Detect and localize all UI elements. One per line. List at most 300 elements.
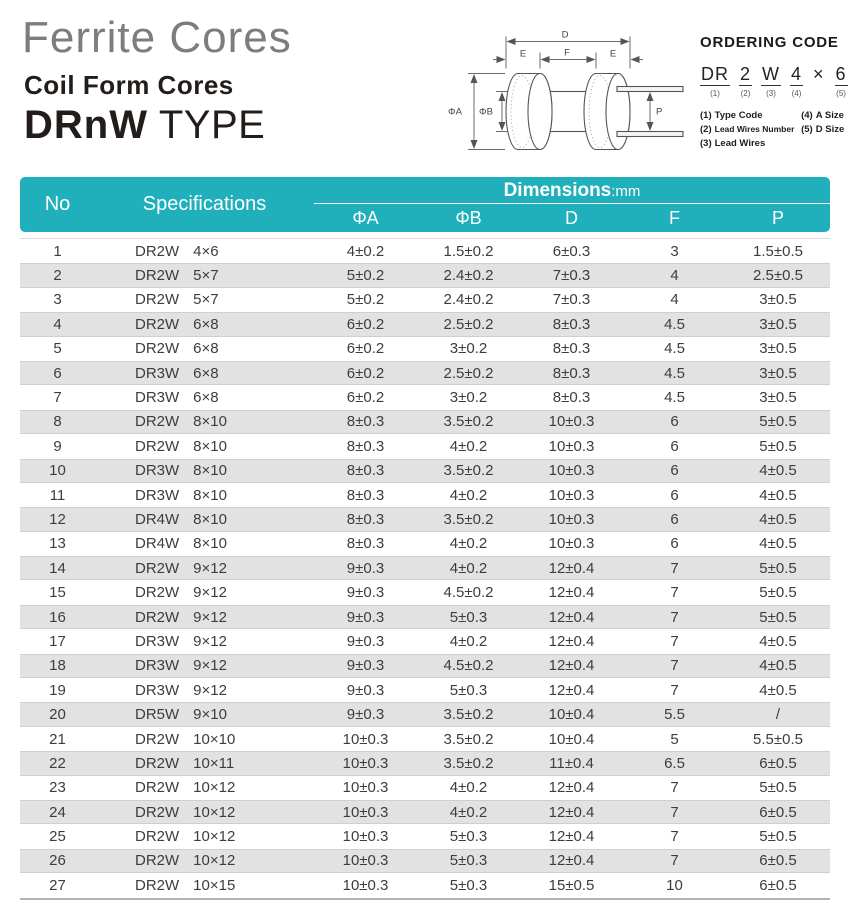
cell-P: 4±0.5 (759, 632, 797, 650)
cell-no: 17 (49, 632, 66, 650)
cell-P: 3±0.5 (759, 364, 797, 382)
spec-size: 10×12 (193, 779, 236, 797)
table-row (20, 824, 830, 848)
table-row (20, 580, 830, 604)
cell-no: 20 (49, 706, 66, 724)
cell-phiB: 5±0.3 (449, 828, 488, 846)
spec-series: DR2W (135, 559, 180, 577)
table-row (20, 239, 830, 263)
cell-no: 11 (49, 486, 66, 504)
cell-specification (95, 243, 314, 260)
table-row (20, 727, 830, 751)
table-row (20, 849, 830, 873)
table-row (20, 263, 830, 287)
spec-size: 8×10 (193, 486, 227, 504)
core-dimension-diagram (438, 10, 690, 170)
cell-specification (95, 682, 314, 699)
cell-phiB: 2.4±0.2 (443, 291, 494, 309)
spec-size: 6×8 (193, 389, 219, 407)
type-title (24, 103, 292, 148)
cell-no: 10 (49, 462, 66, 480)
cell-no: 23 (49, 779, 66, 797)
cell-phiA: 6±0.2 (346, 340, 385, 358)
table-header (20, 177, 830, 232)
cell-P: 5±0.5 (759, 608, 797, 626)
cell-D: 12±0.4 (548, 803, 595, 821)
spec-size: 5×7 (193, 267, 219, 285)
cell-P: 5±0.5 (759, 584, 797, 602)
cell-specification (95, 731, 314, 748)
spec-size: 6×8 (193, 315, 219, 333)
table-row (20, 702, 830, 726)
cell-phiA: 8±0.3 (346, 462, 385, 480)
spec-size: 8×10 (193, 462, 227, 480)
cell-specification (95, 609, 314, 626)
cell-F: 7 (670, 584, 679, 602)
cell-phiA: 10±0.3 (342, 730, 389, 748)
cell-phiB: 1.5±0.2 (443, 242, 494, 260)
table-row (20, 873, 830, 897)
cell-D: 8±0.3 (552, 364, 591, 382)
cell-F: 6 (670, 510, 679, 528)
cell-F: 4 (670, 291, 679, 309)
cell-F: 6 (670, 462, 679, 480)
spec-series: DR4W (135, 510, 180, 528)
cell-phiA: 4±0.2 (346, 242, 385, 260)
cell-specification (95, 706, 314, 723)
cell-phiA: 9±0.3 (346, 608, 385, 626)
lead-wire-bottom (617, 132, 683, 137)
spec-series: DR2W (135, 730, 180, 748)
cell-specification (95, 413, 314, 430)
spec-series: DR2W (135, 779, 180, 797)
cell-P: / (775, 706, 781, 724)
cell-D: 12±0.4 (548, 632, 595, 650)
cell-specification (95, 560, 314, 577)
cell-specification (95, 779, 314, 796)
cell-no: 22 (49, 754, 66, 772)
legend-item-3: (3) Lead Wires (700, 137, 766, 149)
cell-F: 7 (670, 681, 679, 699)
column-header-phiA: ΦA (352, 207, 379, 228)
table-row (20, 459, 830, 483)
cell-phiB: 2.4±0.2 (443, 267, 494, 285)
cell-F: 7 (670, 632, 679, 650)
spec-series: DR2W (135, 291, 180, 309)
spec-series: DR3W (135, 364, 180, 382)
spec-size: 9×12 (193, 657, 227, 675)
cell-specification (95, 316, 314, 333)
lead-wire-top (617, 87, 683, 92)
cell-specification (95, 852, 314, 869)
cell-no: 9 (53, 437, 62, 455)
cell-specification (95, 535, 314, 552)
cell-no: 21 (49, 730, 66, 748)
cell-specification (95, 657, 314, 674)
cell-specification (95, 877, 314, 894)
cell-F: 7 (670, 559, 679, 577)
column-header-P: P (771, 207, 784, 228)
spec-size: 8×10 (193, 510, 227, 528)
cell-phiB: 3.5±0.2 (443, 706, 494, 724)
cell-phiA: 9±0.3 (346, 681, 385, 699)
column-header-F: F (669, 207, 680, 228)
cell-P: 5±0.5 (759, 413, 797, 431)
cell-no: 14 (49, 559, 66, 577)
cell-F: 6 (670, 413, 679, 431)
cell-P: 3±0.5 (759, 340, 797, 358)
table-row (20, 556, 830, 580)
cell-phiB: 4.5±0.2 (443, 584, 494, 602)
spec-size: 9×12 (193, 632, 227, 650)
code-segment-leadwires: W (3) (762, 64, 781, 98)
spec-size: 8×10 (193, 535, 227, 553)
dim-label-P: P (656, 106, 663, 118)
cell-F: 7 (670, 779, 679, 797)
cell-phiA: 5±0.2 (346, 267, 385, 285)
cell-D: 10±0.3 (548, 535, 595, 553)
spec-size: 8×10 (193, 437, 227, 455)
ordering-code-title: ORDERING CODE (700, 34, 839, 51)
table-body (20, 238, 830, 900)
cell-specification (95, 755, 314, 772)
table-row (20, 629, 830, 653)
table-row (20, 678, 830, 702)
cell-phiA: 6±0.2 (346, 315, 385, 333)
page-title: Ferrite Cores (22, 13, 292, 62)
dim-label-phiB: ΦB (479, 106, 493, 118)
legend-item-1: (1) Type Code (700, 109, 763, 121)
core-drawing-svg (438, 10, 690, 170)
table-row (20, 532, 830, 556)
cell-D: 10±0.4 (548, 730, 595, 748)
spec-size: 10×15 (193, 876, 236, 894)
cell-phiA: 9±0.3 (346, 584, 385, 602)
cell-no: 19 (49, 681, 66, 699)
cell-phiA: 9±0.3 (346, 657, 385, 675)
spec-series: DR2W (135, 608, 180, 626)
table-row (20, 507, 830, 531)
table-row (20, 434, 830, 458)
cell-P: 5±0.5 (759, 437, 797, 455)
spec-series: DR2W (135, 242, 180, 260)
cell-D: 10±0.3 (548, 510, 595, 528)
cell-D: 7±0.3 (552, 267, 591, 285)
cell-phiA: 10±0.3 (342, 828, 389, 846)
cell-no: 25 (49, 828, 66, 846)
cell-D: 12±0.4 (548, 559, 595, 577)
cell-F: 6 (670, 437, 679, 455)
ordering-code-block (700, 34, 846, 149)
cell-phiB: 3±0.2 (449, 389, 488, 407)
cell-no: 4 (53, 315, 62, 333)
cell-phiA: 10±0.3 (342, 876, 389, 894)
spec-series: DR2W (135, 852, 180, 870)
specifications-table (20, 177, 830, 900)
cell-F: 7 (670, 852, 679, 870)
table-row (20, 410, 830, 434)
cell-F: 6.5 (664, 754, 685, 772)
cell-P: 6±0.5 (759, 876, 797, 894)
table-row (20, 776, 830, 800)
cell-F: 5.5 (664, 706, 685, 724)
cell-specification (95, 438, 314, 455)
table-row (20, 361, 830, 385)
cell-P: 3±0.5 (759, 291, 797, 309)
cell-P: 5±0.5 (759, 559, 797, 577)
cell-specification (95, 267, 314, 284)
legend-item-4: (4) A Size (801, 109, 844, 121)
cell-D: 6±0.3 (552, 242, 591, 260)
spec-series: DR3W (135, 462, 180, 480)
cell-D: 8±0.3 (552, 389, 591, 407)
cell-phiA: 6±0.2 (346, 389, 385, 407)
spec-series: DR2W (135, 828, 180, 846)
cell-specification (95, 511, 314, 528)
ordering-code-legend (700, 110, 846, 149)
cell-P: 6±0.5 (759, 803, 797, 821)
spec-series: DR2W (135, 437, 180, 455)
cell-no: 27 (49, 876, 66, 894)
spec-size: 9×12 (193, 559, 227, 577)
table-row (20, 605, 830, 629)
table-row (20, 288, 830, 312)
spec-size: 4×6 (193, 242, 219, 260)
cell-phiA: 9±0.3 (346, 706, 385, 724)
spec-series: DR4W (135, 535, 180, 553)
cell-D: 12±0.4 (548, 657, 595, 675)
cell-F: 7 (670, 803, 679, 821)
code-segment-times: × (813, 64, 825, 84)
cell-D: 10±0.4 (548, 706, 595, 724)
cell-phiA: 5±0.2 (346, 291, 385, 309)
spec-size: 9×12 (193, 608, 227, 626)
code-segment-asize: 4 (4) (791, 64, 803, 98)
cell-no: 18 (49, 657, 66, 675)
cell-D: 12±0.4 (548, 681, 595, 699)
spec-size: 10×12 (193, 852, 236, 870)
cell-phiA: 9±0.3 (346, 632, 385, 650)
cell-F: 3 (670, 242, 679, 260)
cell-no: 8 (53, 413, 62, 431)
spec-size: 9×12 (193, 584, 227, 602)
cell-D: 12±0.4 (548, 608, 595, 626)
cell-no: 26 (49, 852, 66, 870)
cell-specification (95, 487, 314, 504)
cell-no: 15 (49, 584, 66, 602)
spec-series: DR2W (135, 876, 180, 894)
spec-size: 9×12 (193, 681, 227, 699)
cell-P: 5±0.5 (759, 828, 797, 846)
cell-specification (95, 828, 314, 845)
column-group-dimensions: Dimensions :mm (314, 177, 830, 204)
code-segment-leadnum: 2 (2) (740, 64, 752, 98)
cell-phiB: 4±0.2 (449, 535, 488, 553)
cell-phiB: 5±0.3 (449, 608, 488, 626)
cell-phiA: 10±0.3 (342, 754, 389, 772)
spec-series: DR3W (135, 632, 180, 650)
cell-phiA: 8±0.3 (346, 437, 385, 455)
cell-F: 10 (666, 876, 683, 894)
cell-P: 5±0.5 (759, 779, 797, 797)
spec-size: 6×8 (193, 340, 219, 358)
cell-no: 1 (53, 242, 62, 260)
cell-specification (95, 365, 314, 382)
dim-label-E-left: E (519, 48, 527, 60)
cell-P: 5.5±0.5 (753, 730, 803, 748)
cell-specification (95, 291, 314, 308)
cell-phiA: 8±0.3 (346, 510, 385, 528)
cell-no: 13 (49, 535, 66, 553)
cell-phiB: 5±0.3 (449, 852, 488, 870)
cell-D: 10±0.3 (548, 437, 595, 455)
table-row (20, 385, 830, 409)
legend-item-5: (5) D Size (801, 123, 845, 135)
cell-specification (95, 462, 314, 479)
cell-phiB: 3.5±0.2 (443, 754, 494, 772)
cell-specification (95, 804, 314, 821)
cell-P: 4±0.5 (759, 657, 797, 675)
dimension-column-headers (314, 204, 830, 232)
cell-no: 24 (49, 803, 66, 821)
spec-series: DR5W (135, 706, 180, 724)
code-segment-dsize: 6 (5) (835, 64, 847, 98)
cell-phiB: 4±0.2 (449, 779, 488, 797)
spec-series: DR2W (135, 267, 180, 285)
cell-D: 8±0.3 (552, 315, 591, 333)
cell-D: 12±0.4 (548, 779, 595, 797)
page-subtitle: Coil Form Cores (24, 70, 234, 101)
cell-phiB: 3.5±0.2 (443, 462, 494, 480)
cell-phiA: 8±0.3 (346, 535, 385, 553)
spec-series: DR2W (135, 315, 180, 333)
cell-phiB: 3.5±0.2 (443, 413, 494, 431)
table-row (20, 337, 830, 361)
cell-phiB: 4±0.2 (449, 632, 488, 650)
table-row (20, 654, 830, 678)
cell-phiA: 10±0.3 (342, 852, 389, 870)
cell-no: 12 (49, 510, 66, 528)
cell-phiA: 9±0.3 (346, 559, 385, 577)
cell-F: 4.5 (664, 340, 685, 358)
cell-phiA: 6±0.2 (346, 364, 385, 382)
spec-series: DR2W (135, 754, 180, 772)
cell-phiB: 4±0.2 (449, 559, 488, 577)
cell-D: 10±0.3 (548, 462, 595, 480)
legend-item-2: (2) Lead Wires Number (700, 123, 795, 135)
cell-phiA: 8±0.3 (346, 413, 385, 431)
spec-size: 5×7 (193, 291, 219, 309)
spec-series: DR2W (135, 413, 180, 431)
cell-F: 5 (670, 730, 679, 748)
spec-series: DR3W (135, 657, 180, 675)
cell-no: 2 (53, 267, 62, 285)
spec-series: DR2W (135, 340, 180, 358)
cell-phiB: 2.5±0.2 (443, 315, 494, 333)
cell-F: 7 (670, 828, 679, 846)
cell-P: 3±0.5 (759, 389, 797, 407)
spec-size: 10×12 (193, 803, 236, 821)
cell-P: 2.5±0.5 (753, 267, 803, 285)
cell-F: 6 (670, 486, 679, 504)
cell-D: 15±0.5 (548, 876, 595, 894)
cell-no: 6 (53, 364, 62, 382)
cell-phiB: 3.5±0.2 (443, 730, 494, 748)
cell-specification (95, 633, 314, 650)
spec-size: 6×8 (193, 364, 219, 382)
cell-D: 11±0.4 (549, 754, 594, 772)
cell-phiB: 3.5±0.2 (443, 510, 494, 528)
cell-F: 6 (670, 535, 679, 553)
code-segment-type: DR (1) (701, 64, 729, 98)
table-row (20, 751, 830, 775)
cell-phiB: 5±0.3 (449, 876, 488, 894)
spec-size: 10×12 (193, 828, 236, 846)
cell-P: 3±0.5 (759, 315, 797, 333)
dim-label-E-right: E (609, 48, 617, 60)
cell-D: 8±0.3 (552, 340, 591, 358)
spec-series: DR3W (135, 389, 180, 407)
cell-specification (95, 584, 314, 601)
type-suffix: TYPE (147, 103, 266, 148)
column-header-D: D (565, 207, 578, 228)
cell-phiB: 4±0.2 (449, 803, 488, 821)
cell-F: 4.5 (664, 315, 685, 333)
cell-phiB: 4±0.2 (449, 486, 488, 504)
spec-series: DR3W (135, 681, 180, 699)
cell-D: 12±0.4 (548, 828, 595, 846)
spec-size: 10×11 (193, 754, 235, 772)
column-header-phiB: ΦB (455, 207, 482, 228)
cell-P: 6±0.5 (759, 852, 797, 870)
cell-D: 10±0.3 (548, 486, 595, 504)
spec-series: DR2W (135, 803, 180, 821)
cell-no: 5 (53, 340, 62, 358)
cell-phiB: 3±0.2 (449, 340, 488, 358)
table-row (20, 483, 830, 507)
cell-phiB: 5±0.3 (449, 681, 488, 699)
cell-phiA: 10±0.3 (342, 803, 389, 821)
type-code: DRnW (24, 103, 148, 148)
dim-label-F: F (564, 47, 570, 59)
ordering-code-line (700, 65, 846, 98)
cell-specification (95, 340, 314, 357)
dim-label-D: D (561, 29, 569, 41)
cell-D: 12±0.4 (548, 584, 595, 602)
spec-series: DR3W (135, 486, 180, 504)
cell-P: 4±0.5 (759, 535, 797, 553)
cell-P: 4±0.5 (759, 681, 797, 699)
spec-size: 8×10 (193, 413, 227, 431)
cell-F: 7 (670, 657, 679, 675)
cell-P: 6±0.5 (759, 754, 797, 772)
column-header-specifications: Specifications (142, 193, 267, 215)
cell-phiA: 10±0.3 (342, 779, 389, 797)
cell-F: 7 (670, 608, 679, 626)
spec-size: 10×10 (193, 730, 236, 748)
cell-no: 3 (53, 291, 62, 309)
column-header-no: No (44, 193, 71, 215)
table-row (20, 312, 830, 336)
table-row (20, 800, 830, 824)
cell-P: 1.5±0.5 (753, 242, 803, 260)
cell-no: 7 (53, 389, 62, 407)
cell-F: 4.5 (664, 389, 685, 407)
cell-phiB: 4.5±0.2 (443, 657, 494, 675)
cell-phiB: 4±0.2 (449, 437, 488, 455)
cell-P: 4±0.5 (759, 510, 797, 528)
cell-F: 4 (670, 267, 679, 285)
